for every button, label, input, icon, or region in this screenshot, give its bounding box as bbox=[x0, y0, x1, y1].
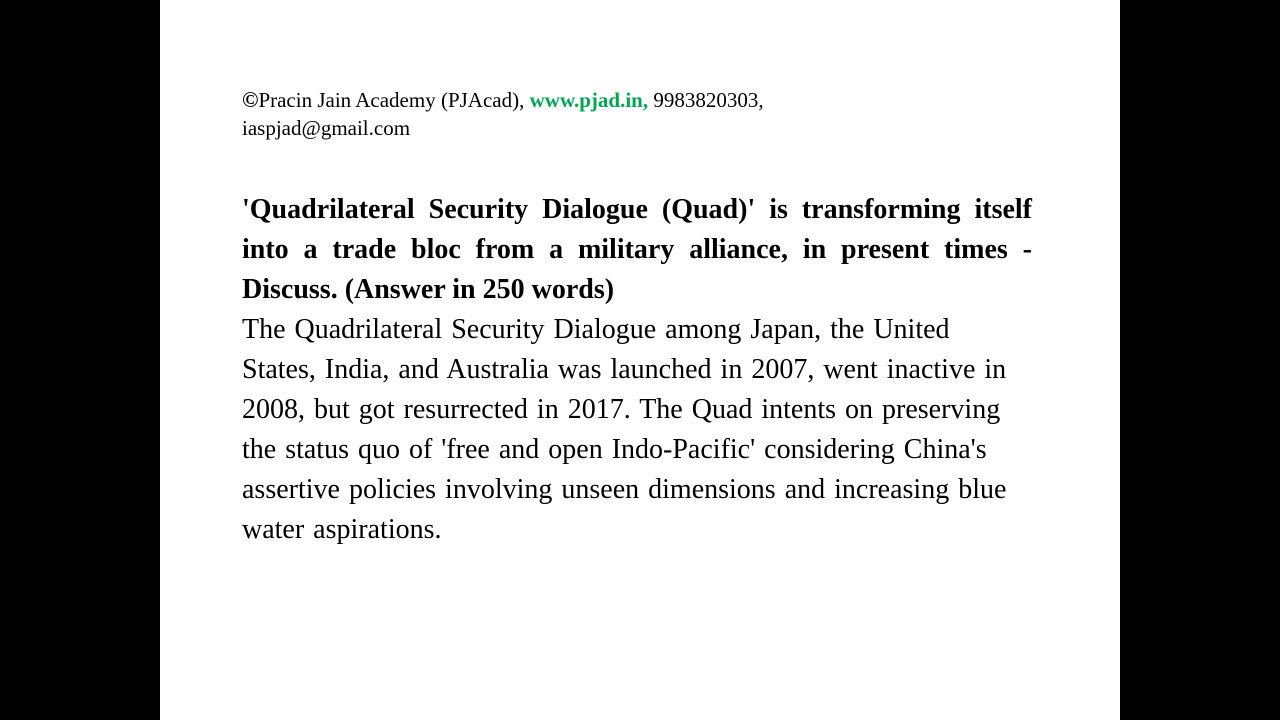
copyright-icon: © bbox=[242, 87, 259, 112]
main-content bbox=[242, 190, 1032, 550]
email-address: iaspjad@gmail.com bbox=[242, 116, 411, 140]
slide-page bbox=[160, 0, 1120, 720]
answer-text: The Quadrilateral Security Dialogue among Japan, the United States, India, and Australia was launched in 2007, went inactive in 2008, but got resurrected in 2017. The Quad intents on preserving the status quo of 'free and open Indo-Pacific' considering China's assertive policies involving unseen dimensions and increasing blue water aspirations. bbox=[242, 314, 1007, 545]
academy-name: Pracin Jain Academy (PJAcad), bbox=[258, 88, 530, 112]
website-link[interactable]: www.pjad.in, bbox=[529, 88, 649, 112]
copyright-header bbox=[242, 86, 882, 142]
phone-number: 9983820303, bbox=[648, 88, 764, 112]
question-text: 'Quadrilateral Security Dialogue (Quad)' is transforming itself into a trade bloc from a military alliance, in present times - Discuss. (Answer in 250 words) bbox=[242, 194, 1032, 305]
